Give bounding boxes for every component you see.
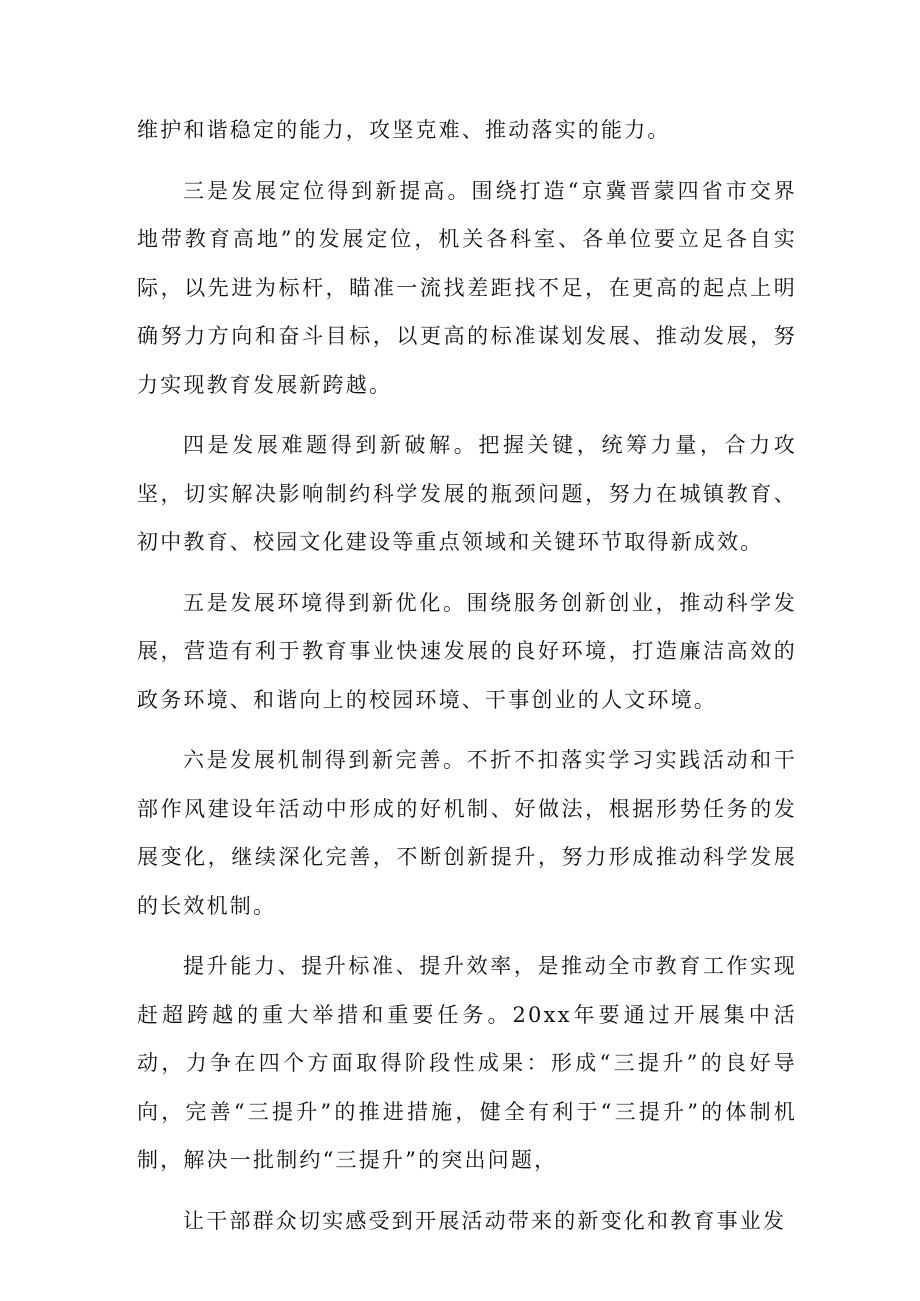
paragraph-development-positioning: 三是发展定位得到新提高。围绕打造“京冀晋蒙四省市交界地带教育高地”的发展定位，机关各科室、各单位要立足各自实际，以先进为标杆，瞄准一流找差距找不足，在更高的起点上明确努力方向和奋斗目标，以更高的标准谋划发展、推动发展，努力实现教育发展新跨越。 <box>137 178 797 397</box>
paragraph-continuation: 维护和谐稳定的能力，攻坚克难、推动落实的能力。 <box>137 118 671 142</box>
paragraph-development-environment: 五是发展环境得到新优化。围绕服务创新创业，推动科学发展，营造有利于教育事业快速发展的良好环境，打造廉洁高效的政务环境、和谐向上的校园环境、干事创业的人文环境。 <box>137 590 797 712</box>
paragraph-development-mechanism: 六是发展机制得到新完善。不折不扣落实学习实践活动和干部作风建设年活动中形成的好机制、好做法，根据形势任务的发展变化，继续深化完善，不断创新提升，努力形成推动科学发展的长效机制。 <box>137 748 797 918</box>
paragraph-development-problems: 四是发展难题得到新破解。把握关键，统筹力量，合力攻坚，切实解决影响制约科学发展的瓶颈问题，努力在城镇教育、初中教育、校园文化建设等重点领域和关键环节取得新成效。 <box>137 433 797 554</box>
paragraph-three-improvements: 提升能力、提升标准、提升效率，是推动全市教育工作实现赶超跨越的重大举措和重要任务。20xx年要通过开展集中活动，力争在四个方面取得阶段性成果：形成“三提升”的良好导向，完善“三提升”的推进措施，健全有利于“三提升”的体制机制，解决一批制约“三提升”的突出问题， <box>137 954 797 1172</box>
document-body <box>137 106 797 1245</box>
paragraph-cadres-and-masses: 让干部群众切实感受到开展活动带来的新变化和教育事业发 <box>183 1208 787 1233</box>
